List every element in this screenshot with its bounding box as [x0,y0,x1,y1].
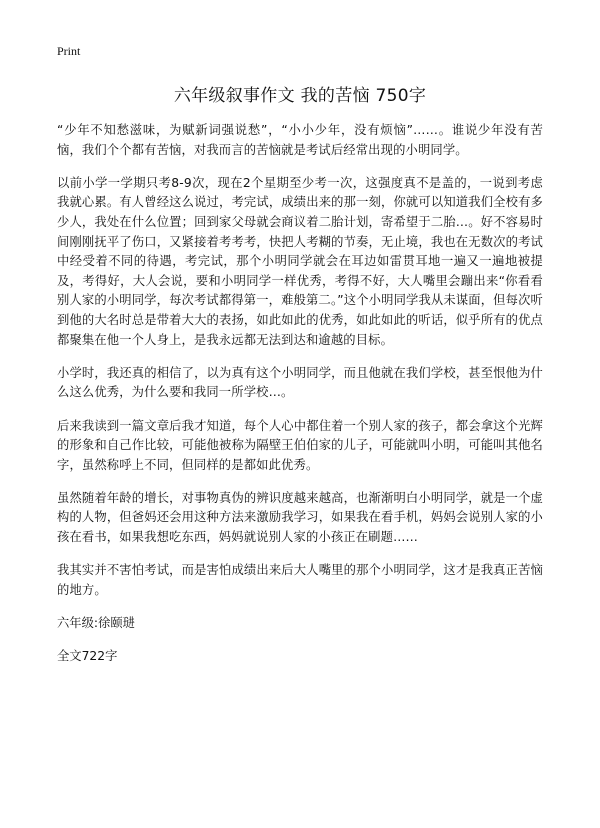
article-paragraph-5: 虽然随着年龄的增长，对事物真伪的辨识度越来越高，也渐渐明白小明同学，就是一个虚构的人物，但爸妈还会用这种方法来激励我学习，如果我在看手机，妈妈会说别人家的小孩在看书，如果我想吃东西，妈妈就说别人家的小孩正在刷题…… [57,490,543,545]
article-paragraph-4: 后来我读到一篇文章后我才知道，每个人心中都住着一个别人家的孩子，都会拿这个光辉的形象和自己作比较，可能他被称为隔壁王伯伯家的儿子，可能就叫小明，可能叫其他名字，虽然称呼上不同，但同样的是都如此优秀。 [57,418,543,472]
article-title: 六年级叙事作文 我的苦恼 750字 [173,86,427,106]
article-paragraph-2: 以前小学一学期只考8-9次，现在2个星期至少考一次，这强度真不是盖的，一说到考虑我就心累。有人曾经这么说过，考完试，成绩出来的那一刻，你就可以知道我们全校有多少人，我处在什么位置；回到家父母就会商议着二胎计划，寄希望于二胎…。好不容易时间刚刚抚平了伤口，又紧接着考考考，快把人考糊的节奏，无止境，我也在无数次的考试中经受着不同的待遇，考完试，那个小明同学就会在耳边如雷贯耳地一遍又一遍地被提及，考得好，大人会说，要和小明同学一样优秀，考得不好，大人嘴里会蹦出来“你看看别人家的小明同学，每次考试都得第一，难般第二。”这个小明同学我从未谋面，但每次听到他的大名时总是带着大大的表扬，如此如此的优秀，如此如此的听话，似乎所有的优点都聚集在他一个人身上，是我永远都无法到达和逾越的目标。 [57,175,543,347]
author-signature: 六年级:徐颐琎 [57,616,135,631]
article-paragraph-1: “少年不知愁滋味，为赋新词强说愁”，“小小少年，没有烦恼”……。谁说少年没有苦恼，我们个个都有苦恼，对我而言的苦恼就是考试后经常出现的小明同学。 [57,123,543,157]
word-count: 全文722字 [57,649,118,664]
article-paragraph-6: 我其实并不害怕考试，而是害怕成绩出来后大人嘴里的那个小明同学，这才是我真正苦恼的地方。 [57,563,543,597]
print-link[interactable]: Print [57,44,81,58]
article-paragraph-3: 小学时，我还真的相信了，以为真有这个小明同学，而且他就在我们学校，甚至恨他为什么这么优秀，为什么要和我同一所学校…。 [57,365,543,400]
article-body [57,121,543,667]
